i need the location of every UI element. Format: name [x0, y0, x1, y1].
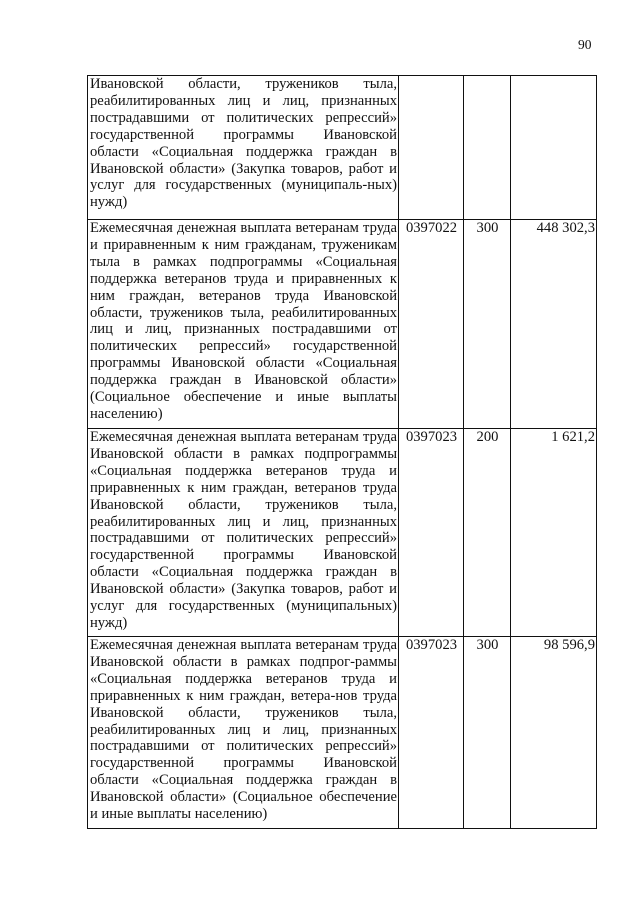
table-row	[88, 429, 597, 637]
row-amount	[511, 76, 597, 220]
row-expense-type: 200	[464, 429, 511, 637]
row-description: Ежемесячная денежная выплата ветеранам труда Ивановской области в рамках подпрог-раммы «Социальная поддержка ветеранов труда и приравненных к ним граждан, ветера-нов труда Ивановской области, тружеников тыла, реабилитированных лиц и лиц, признанных пострадавшими от политических репрессий» государственной программы Ивановской области «Социальная поддержка граждан в Ивановской области» (Социальное обеспечение и иные выплаты населению)	[88, 637, 399, 829]
row-amount: 98 596,9	[511, 637, 597, 829]
row-target-code: 0397023	[399, 429, 464, 637]
row-description: Ежемесячная денежная выплата ветеранам труда и приравненным к ним гражданам, труженикам тыла в рамках подпрограммы «Социальная поддержка ветеранов труда и приравненных к ним граждан, ветеранов труда Ивановской области, тружеников тыла, реабилитированных лиц и лиц, признанных пострадавшими от политических репрессий» государственной программы Ивановской области «Социальная поддержка граждан в Ивановской области» (Социальное обеспечение и иные выплаты населению)	[88, 220, 399, 429]
row-description: Ивановской области, тружеников тыла, реабилитированных лиц и лиц, признанных пострадавшими от политических репрессий» государственной программы Ивановской области «Социальная поддержка граждан в Ивановской области» (Закупка товаров, работ и услуг для государственных (муниципаль-ных) нужд)	[88, 76, 399, 220]
row-expense-type: 300	[464, 637, 511, 829]
budget-table	[87, 75, 597, 829]
row-target-code: 0397022	[399, 220, 464, 429]
row-description: Ежемесячная денежная выплата ветеранам труда Ивановской области в рамках подпрограммы «Социальная поддержка ветеранов труда и приравненных к ним граждан, ветеранов труда Ивановской области, тружеников тыла, реабилитированных лиц и лиц, признанных пострадавшими от политических репрессий» государственной программы Ивановской области «Социальная поддержка граждан в Ивановской области» (Закупка товаров, работ и услуг для государственных (муниципальных) нужд)	[88, 429, 399, 637]
table-row	[88, 637, 597, 829]
page-number: 90	[578, 37, 592, 52]
row-expense-type: 300	[464, 220, 511, 429]
table-row	[88, 76, 597, 220]
row-expense-type	[464, 76, 511, 220]
row-target-code: 0397023	[399, 637, 464, 829]
table-row	[88, 220, 597, 429]
row-amount: 1 621,2	[511, 429, 597, 637]
row-amount: 448 302,3	[511, 220, 597, 429]
row-target-code	[399, 76, 464, 220]
